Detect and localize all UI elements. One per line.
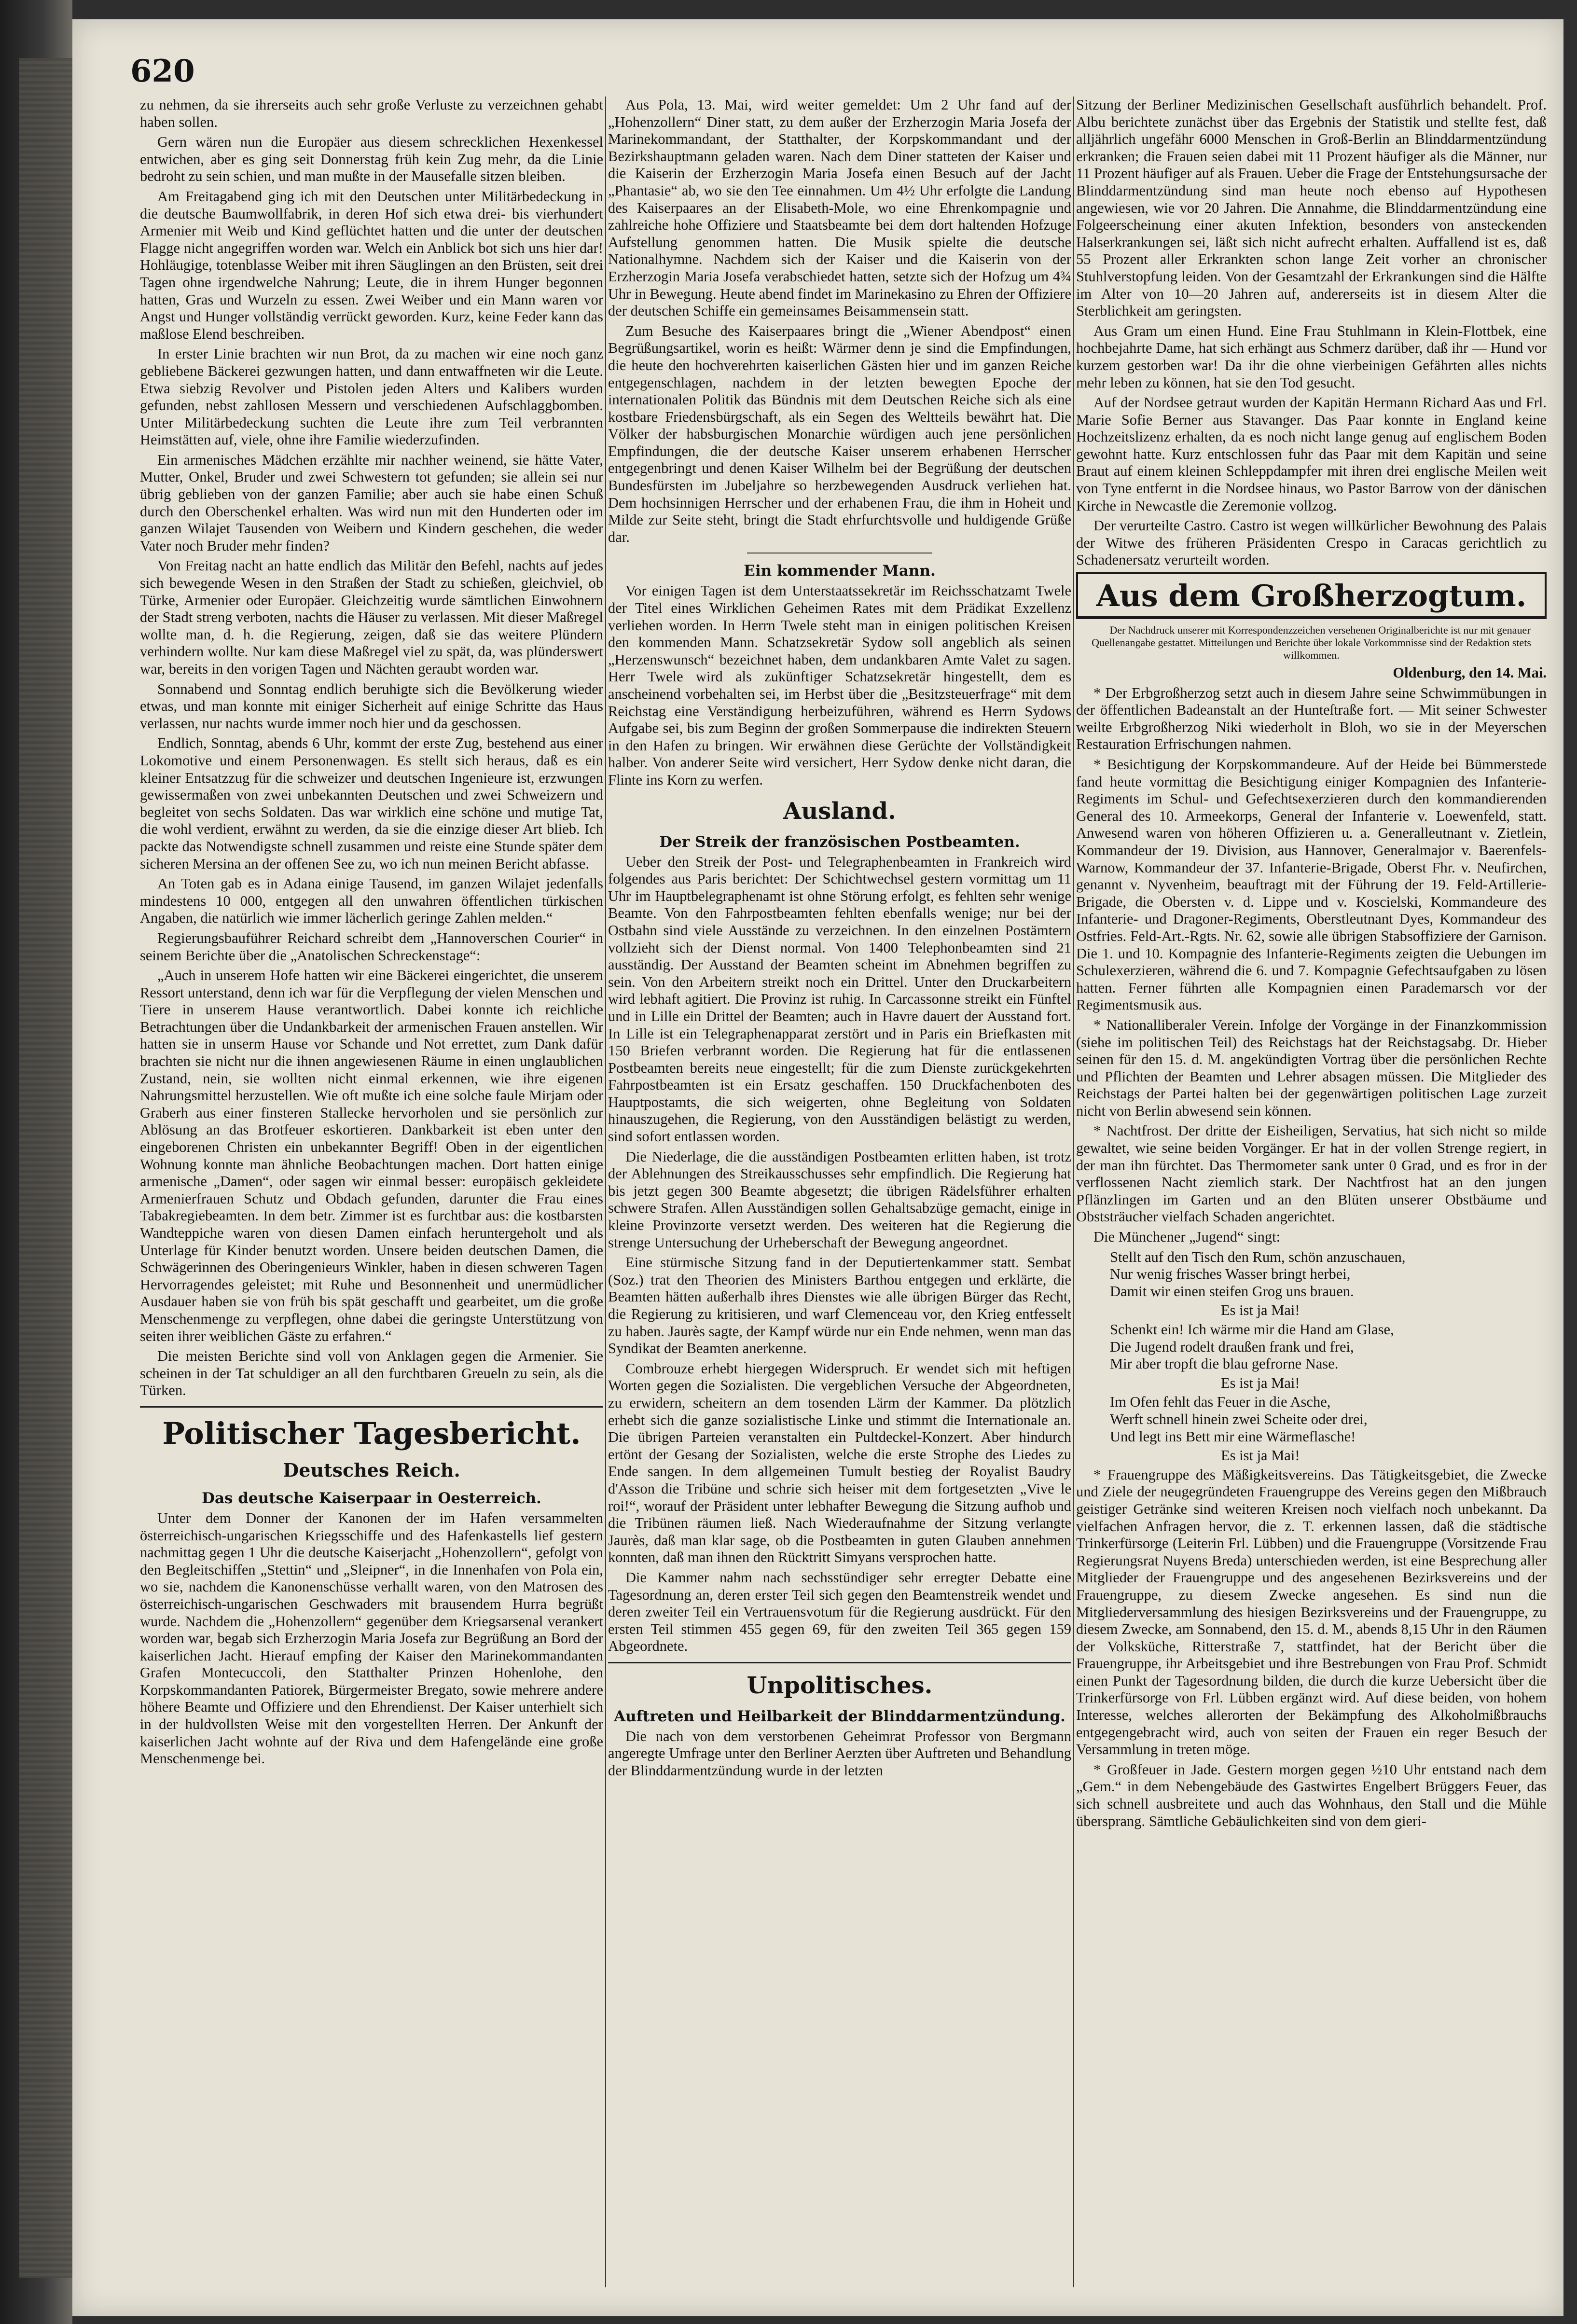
paragraph: Am Freitagabend ging ich mit den Deutschen unter Militärbedeckung in die deutsche Baumwollfabrik, in deren Hof sich etwa drei- bis vierhundert Armenier mit Weib und Kind geflüchtet hatten und die unter der deutschen Flagge nicht angegriffen worden war. Welch ein Anblick bot sich uns hier dar! Hohläugige, totenblasse Weiber mit ihren Säuglingen an den Brüsten, seit drei Tagen ohne irgendwelche Nahrung; Leute, die in ihrem Hunger begonnen hatten, Gras und Wurzeln zu essen. Zwei Weiber und ein Mann waren vor Angst und Hunger vollständig verrückt geworden. Kurz, keine Feder kann das maßlose Elend beschreiben. bbox=[140, 188, 603, 342]
poem-refrain: Es ist ja Mai! bbox=[1221, 1374, 1300, 1391]
newspaper-page bbox=[72, 19, 1563, 2316]
page-number: 620 bbox=[130, 53, 195, 89]
poem-stanza: Im Ofen fehlt das Feuer in die Asche, Werft schnell hinein zwei Scheite oder drei, Und legt ins Bett mir eine Wärmeflasche! bbox=[1110, 1394, 1368, 1445]
poem-stanza: Schenkt ein! Ich wärme mir die Hand am Glase, Die Jugend rodelt draußen frank und frei, Mir aber tropft die blau gefrorne Nase. bbox=[1110, 1321, 1394, 1372]
paragraph: Von Freitag nacht an hatte endlich das Militär den Befehl, nachts auf jedes sich bewegende Wesen in den Straßen der Stadt zu schießen, gleichviel, ob Türke, Armenier oder Europäer. Gleichzeitig wurde sämtlichen Einwohnern der Stadt streng verboten, nachts die Häuser zu verlassen. Mit dieser Maßregel wollte man, d. h. die Regierung, zeigen, daß sie das weitere Plündern verhindern wollte. Nur kam diese Maßregel viel zu spät, da, was plünderswert war, bereits in den vorigen Tagen und Nächten geraubt worden war. bbox=[140, 557, 603, 677]
paragraph: Endlich, Sonntag, abends 6 Uhr, kommt der erste Zug, bestehend aus einer Lokomotive und einem Personenwagen. Es stellt sich heraus, daß es ein kleiner Entsatzzug für die schweizer und deutschen Ingenieure ist, erzwungen gewissermaßen von zwei unbekannten Deutschen und zwei Schweizern und begleitet von sechs Soldaten. Das war wirklich eine schöne und mutige Tat, die wohl verdient, erwähnt zu werden, da sie die einzige dieser Art blieb. Ich packte das Notwendigste schnell zusammen und reiste eine Stunde später dem sicheren Mersina an der offenen See zu, wo ich nun meinen Bericht abfasse. bbox=[140, 735, 603, 872]
section-divider bbox=[608, 1662, 1071, 1663]
item-title: Ein kommender Mann. bbox=[744, 562, 936, 580]
paragraph: Ueber den Streik der Post- und Telegraphenbeamten in Frankreich wird folgendes aus Paris berichtet: Der Schichtwechsel gestern vormittag um 11 Uhr im Hauptbelegraphenamt ist ohne Störung erfolgt, es fehlten sehr wenige Beamte. Von den Fahrpostbeamten fehlten ebenfalls wenige; nur bei der Ostbahn sind viele Ausstände zu verzeichnen. In den einzelnen Postämtern vollzieht sich der Dienst normal. Von 1400 Telephonbeamten sind 21 ausständig. Der Ausstand der Beamten scheint im Abnehmen begriffen zu sein. Von den Arbeitern streikt noch ein Drittel. Unter den Druckarbeitern wird lebhaft agitiert. Die Provinz ist ruhig. In Carcassonne streikt ein Fünftel und in Lille ein Drittel der Beamten; auch in Havre dauert der Ausstand fort. In Lille ist ein Telegraphenapparat zerstört und in Paris ein Briefkasten mit 150 Briefen verbrannt worden. Die Regierung hat für die entlassenen Postbeamten bereits neue eingestellt; für die zum Dienste zurückgekehrten Fahrpostbeamten ist ein Ersatz geschaffen. 150 Druckfachenboten des Hauptpostamts, die sich weigerten, ohne Begleitung von Soldaten hinauszugehen, die Regierung, von den Ausständigen belästigt zu werden, sind sofort entlassen worden. bbox=[608, 853, 1071, 1145]
section-title-unpolitisches: Unpolitisches. bbox=[747, 1672, 933, 1699]
paragraph: Unter dem Donner der Kanonen der im Hafen versammelten österreichisch-ungarischen Kriegsschiffe und des Hafenkastells lief gestern nachmittag gegen 1 Uhr die deutsche Kaiserjacht „Hohenzollern“, gefolgt von den Begleitschiffen „Stettin“ und „Sleipner“, in die Innenhafen von Pola ein, wo sie, nachdem die Kanonenschüsse verhallt waren, von den Matrosen des österreichisch-ungarischen Geschwaders mit brausendem Hurra begrüßt wurde. Nachdem die „Hohenzollern“ gegenüber dem Kriegsarsenal verankert worden war, begab sich Erzherzogin Maria Josefa zur Begrüßung an Bord der kaiserlichen Jacht. Hierauf empfing der Kaiser den Marinekommandanten Grafen Montecuccoli, den Statthalter Prinzen Hohenlohe, den Korpskommandanten Patiorek, Bürgermeister Bregato, sowie mehrere andere höhere Beamte und Offiziere und den Ehrendienst. Der Kaiser unterhielt sich in der huldvollsten Weise mit den vorgestellten Herren. Der Ankunft der kaiserlichen Jacht wohnte auf der Riva und dem Hafengelände eine große Menschenmenge bei. bbox=[140, 1509, 603, 1767]
paragraph: Combrouze erhebt hiergegen Widerspruch. Er wendet sich mit heftigen Worten gegen die Sozialisten. Die vergeblichen Versuche der Abgeordneten, zu erwidern, scheitern an dem tosenden Lärm der Kammer. Da plötzlich erhebt sich die ganze sozialistische Linke und stimmt die Internationale an. Die übrigen Parteien veranstalten ein Pultdeckel-Konzert. Aber hindurch ertönt der Gesang der Sozialisten, welche die erste Strophe des Liedes zu Ende sangen. In dem allgemeinen Tumult bestieg der Royalist Baudry d'Asson die Tribüne und schrie sich heiser mit dem fortgesetzten „Vive le roi!“, worauf der Präsident unter lebhafter Bewegung die Sitzung aufhob und die Tribünen räumen ließ. Nach Wiederaufnahme der Sitzung verlangte Jaurès, daß man klar sage, ob die Postbeamten in guten Glauben annehmen konnten, daß man ihnen den Rücktritt Simyans versprochen hatte. bbox=[608, 1360, 1071, 1566]
paragraph: Ein armenisches Mädchen erzählte mir nachher weinend, sie hätte Vater, Mutter, Onkel, Bruder und zwei Schwestern tot gefunden; sie allein sei nur übrig geblieben von der ganzen Familie; aber auch sie habe einen Schuß durch den Oberschenkel erhalten. Was wird nun mit den Hunderten oder im ganzen Wilajet Tausenden von Weibern und Kindern geschehen, die weder Vater noch Bruder mehr finden? bbox=[140, 451, 603, 554]
paragraph: Aus Gram um einen Hund. Eine Frau Stuhlmann in Klein-Flottbek, eine hochbejahrte Dame, hat sich erhängt aus Schmerz darüber, daß ihr — Hund vor kurzem gestorben war! Da ihr die ohne vierbeinigen Gefährten alles nichts mehr leben zu können, hat sie den Tod gesucht. bbox=[1076, 322, 1547, 391]
paragraph: Gern wären nun die Europäer aus diesem schrecklichen Hexenkessel entwichen, aber es ging seit Donnerstag früh kein Zug mehr, da die Linie bedroht zu sein schien, und man mußte in der Mausefalle sitzen bleiben. bbox=[140, 134, 603, 185]
paragraph: An Toten gab es in Adana einige Tausend, im ganzen Wilajet jedenfalls mindestens 10 000, entgegen all den unwahren öffentlichen türkischen Angaben, die natürlich wie immer lächerlich geringe Zahlen melden.“ bbox=[140, 875, 603, 927]
subsection-title-ausland: Ausland. bbox=[783, 797, 896, 825]
paragraph: Sonnabend und Sonntag endlich beruhigte sich die Bevölkerung wieder etwas, und man konnte mit einiger Sicherheit auf einige Schritte das Haus verlassen, nur nachts wurde immer noch hier und da geschossen. bbox=[140, 680, 603, 732]
paragraph: Die nach von dem verstorbenen Geheimrat Professor von Bergmann angeregte Umfrage unter den Berliner Aerzten über Auftreten und Behandlung der Blinddarmentzündung wurde in der letzten bbox=[608, 1728, 1071, 1779]
poem-stanza: Stellt auf den Tisch den Rum, schön anzuschauen, Nur wenig frisches Wasser bringt herbei, Damit wir einen steifen Grog uns brauen. bbox=[1110, 1248, 1406, 1300]
paragraph: * Nachtfrost. Der dritte der Eisheiligen, Servatius, hat sich nicht so milde gewaltet, wie seine beiden Vorgänger. Er hat in der vollen Strenge regiert, in der man ihn fürchtet. Das Thermometer sank unter 0 Grad, und es fror in der verflossenen Nacht ziemlich stark. Der Nachtfrost hat an den jungen Pflänzlingen im Garten und an den Blüten unserer Obstbäume und Obststräucher vielfach Schaden angerichtet. bbox=[1076, 1122, 1547, 1225]
column-2 bbox=[608, 97, 1071, 2287]
section-divider bbox=[140, 1406, 603, 1408]
item-title: Auftreten und Heilbarkeit der Blinddarmentzündung. bbox=[614, 1707, 1065, 1725]
paragraph: Sitzung der Berliner Medizinischen Gesellschaft ausführlich behandelt. Prof. Albu berichtete zunächst über das Ergebnis der Statistik und stellte fest, daß alljährlich ungefähr 6000 Menschen in Groß-Berlin an Blinddarmentzündung erkranken; die Frauen seien dabei mit 11 Prozent häufiger als die Männer, nur 11 Prozent häufiger auf als Frauen. Ueber die Frage der Entstehungsursache der Blinddarmentzündung sind man heute noch ebenso auf Hypothesen angewiesen, wie vor 20 Jahren. Die Annahme, die Blinddarmentzündung eine Folgeerscheinung einer akuten Infektion, besonders von ansteckenden Halserkrankungen sei, läßt sich nicht aufrecht erhalten. Auffallend ist es, daß 55 Prozent aller Erkrankten schon lange Zeit vorher an chronischer Stuhlverstopfung leiden. Von der Gesamtzahl der Erkrankungen sind die Hälfte im Alter von 10—20 Jahren auf, andererseits ist in diesem Alter die Sterblichkeit am geringsten. bbox=[1076, 97, 1547, 319]
book-binding bbox=[19, 58, 77, 2278]
paragraph: Der verurteilte Castro. Castro ist wegen willkürlicher Bewohnung des Palais der Witwe des früheren Präsidenten Crespo in Caracas gerichtlich zu Schadenersatz verurteilt worden. bbox=[1076, 517, 1547, 568]
column-rule bbox=[1073, 97, 1074, 2287]
paragraph: Aus Pola, 13. Mai, wird weiter gemeldet: Um 2 Uhr fand auf der „Hohenzollern“ Diner statt, zu dem außer der Erzherzogin Maria Josefa der Marinekommandant, der Statthalter, der Korpskommandant und der Bezirkshauptmann geladen waren. Nach dem Diner statteten der Kaiser und die Kaiserin der Erzherzogin Maria Josefa einen Besuch auf der Jacht „Phantasie“ ab, wo sie den Tee einnahmen. Um 4½ Uhr erfolgte die Landung des Kaiserpaares an der Elisabeth-Mole, wo eine Ehrenkompagnie und zahlreiche hohe Offiziere und Staatsbeamte bei dem dort haltenden Hofzuge Aufstellung genommen hatten. Die Musik spielte die deutsche Nationalhymne. Nachdem sich der Kaiser und die Kaiserin von der Erzherzogin Maria Josefa verabschiedet hatten, setzte sich der Hofzug um 4¾ Uhr in Bewegung. Heute abend findet im Marinekasino zu Ehren der Offiziere der deutschen Schiffe ein gemeinsames Beisammensein statt. bbox=[608, 97, 1071, 319]
paragraph: Die Niederlage, die die ausständigen Postbeamten erlitten haben, ist trotz der Ablehnungen des Streikausschusses sehr empfindlich. Die Regierung hat bis jetzt gegen 300 Beamte abgesetzt; die übrigen Rädelsführer erhalten schwere Strafen. Allen Ausständigen sollen Gehaltsabzüge gemacht, einige in kleine Provinzorte versetzt werden. Des weiteren hat die Regierung die strenge Untersuchung der Urheberschaft der Bewegung angeordnet. bbox=[608, 1148, 1071, 1251]
paragraph: Eine stürmische Sitzung fand in der Deputiertenkammer statt. Sembat (Soz.) trat den Theorien des Ministers Barthou entgegen und erklärte, die Beamten hätten außerhalb ihres Dienstes wie alle übrigen Bürger das Recht, die Regierung zu kritisieren, und warf Clemenceau vor, den Krieg entfesselt zu haben. Jaurès sagte, der Kampf würde nur ein Ende nehmen, wenn man das Syndikat der Beamten anerkenne. bbox=[608, 1254, 1071, 1357]
paragraph: In erster Linie brachten wir nun Brot, da zu machen wir eine noch ganz gebliebene Bäckerei gezwungen hatten, und dann entwaffneten wir die Leute. Etwa siebzig Revolver und Pistolen jeden Alters und Kalibers wurden gefunden, nebst zahllosen Messern und verschiedenen Aufschlaggbomben. Unter Militärbedeckung suchten die Leute ihre zum Teil verbrannten Heimstätten auf, viele, ohne ihre Familie wiederzufinden. bbox=[140, 346, 603, 448]
column-1 bbox=[140, 97, 603, 2287]
paragraph: Regierungsbauführer Reichard schreibt dem „Hannoverschen Courier“ in seinem Berichte über die „Anatolischen Schreckenstage“: bbox=[140, 929, 603, 964]
item-title: Der Streik der französischen Postbeamten. bbox=[659, 833, 1020, 851]
paragraph: Vor einigen Tagen ist dem Unterstaatssekretär im Reichsschatzamt Twele der Titel eines Wirklichen Geheimen Rates mit dem Prädikat Exzellenz verliehen worden. In Herrn Twele steht man in einigen politischen Kreisen den kommenden Mann. Schatzsekretär Sydow soll angeblich als seinen „Herzenswunsch“ bezeichnet haben, dem undankbaren Amte Valet zu sagen. Herr Twele wird als zukünftiger Schatzsekretär hingestellt, dem es anscheinend vorbehalten sei, im Herbst über die „Besitzsteuerfrage“ mit dem Reichstag eine Verständigung herbeizuführen, während es Herrn Sydows Aufgabe sei, bis zum Beginn der großen Sommerpause die indirekten Steuern in den Hafen zu bringen. Wir erwähnen diese Gerüchte der Vollständigkeit halber. Von anderer Seite wird versichert, Herr Sydow denke nicht daran, die Flinte ins Korn zu werfen. bbox=[608, 582, 1071, 788]
item-title: Das deutsche Kaiserpaar in Oesterreich. bbox=[202, 1489, 541, 1507]
paragraph: * Besichtigung der Korpskommandeure. Auf der Heide bei Bümmerstede fand heute vormittag die Besichtigung einiger Kompagnien des Infanterie-Regiments im Schul- und Gefechtsexerzieren durch den kommandierenden General des 10. Armeekorps, General der Infanterie v. Loewenfeld, statt. Anwesend waren von höheren Offizieren u. a. Generalleutnant v. Zietlein, Kommandeur der 19. Division, aus Hannover, Generalmajor v. Baerenfels-Warnow, Kommandeur der 37. Infanterie-Brigade, Oberst Fhr. v. Neufirchen, genannt v. Nyvenheim, beauftragt mit der Führung der 19. Feld-Artillerie-Brigade, die Obersten v. d. Lippe und v. Koscielski, Kommandeure des Infanterie- und Dragoner-Regiments, Oberstleutnant Dyes, Kommandeur des Ostfries. Feld-Art.-Rgts. Nr. 62, sowie alle übrigen Stabsoffiziere der Garnison. Die 1. und 10. Kompagnie des Infanterie-Regiments zeigten die Uebungen im Schulexerzieren, während die 6. und 7. Kompagnie Gefechtsaufgaben zu lösen hatten. Ferner führten alle Kompagnien einen Parademarsch vor der Regimentsmusik aus. bbox=[1076, 756, 1547, 1013]
paragraph: * Der Erbgroßherzog setzt auch in diesem Jahre seine Schwimmübungen in der öffentlichen Badeanstalt an der Hunteſtraße fort. — Mit seiner Schwester weilte Erbgroßherzog Niki wiederholt in Bloh, wo sie in der Meyerschen Restauration Erfrischungen nahmen. bbox=[1076, 684, 1547, 753]
column-rule bbox=[605, 97, 606, 2287]
paragraph: Die Kammer nahm nach sechsstündiger sehr erregter Debatte eine Tagesordnung an, deren erster Teil sich gegen den Beamtenstreik wendet und deren zweiter Teil ein Vertrauensvotum für die Regierung ausdrückt. Für den ersten Teil stimmen 455 gegen 69, für den zweiten Teil 365 gegen 159 Abgeordnete. bbox=[608, 1569, 1071, 1655]
paragraph: * Großfeuer in Jade. Gestern morgen gegen ½10 Uhr entstand nach dem „Gem.“ in dem Nebengebäude des Gastwirtes Engelbert Brüggers Feuer, das sich schnell ausbreitete und auch das Wohnhaus, den Stall und die Mühle übersprang. Sämtliche Gebäulichkeiten sind von dem gieri- bbox=[1076, 1761, 1547, 1829]
dateline: Oldenburg, den 14. Mai. bbox=[1393, 664, 1547, 681]
section-title-politics: Politischer Tagesbericht. bbox=[162, 1415, 581, 1451]
subsection-title-reich: Deutsches Reich. bbox=[283, 1459, 460, 1481]
poem-refrain: Es ist ja Mai! bbox=[1221, 1447, 1300, 1464]
paragraph: Zum Besuche des Kaiserpaares bringt die „Wiener Abendpost“ einen Begrüßungsartikel, worin es heißt: Wärmer denn je sind die Empfindungen, die heute den hochverehrten kaiserlichen Gästen hier und im ganzen Reiche entgegenschlagen, nachdem in der letzten bewegten Epoche der internationalen Politik das Bündnis mit dem Deutschen Reiche sich als eine kostbare Friedensbürgschaft, als ein Segen des Weltteils bewährt hat. Die Völker der habsburgischen Monarchie würdigen auch jene persönlichen Empfindungen, die der deutsche Kaiser unserem erhabenen Herrscher entgegenbringt und denen Kaiser Wilhelm bei der Begrüßung der deutschen Bundesfürsten im Jubeljahre so herzbewegenden Ausdruck verliehen hat. Dem hochsinnigen Herrscher und der erhabenen Frau, die ihm in Hoheit und Milde zur Seite steht, bringt die Stadt ehrfurchtsvolle und huldigende Grüße dar. bbox=[608, 322, 1071, 545]
section-title-grossherzogtum: Aus dem Großherzogtum. bbox=[1096, 578, 1527, 614]
paragraph: Die Münchener „Jugend“ singt: bbox=[1093, 1229, 1281, 1245]
poem-refrain: Es ist ja Mai! bbox=[1221, 1302, 1300, 1319]
paragraph: Die meisten Berichte sind voll von Anklagen gegen die Armenier. Sie scheinen in der Tat schuldiger an all den furchtbaren Greueln zu sein, als die Türken. bbox=[140, 1348, 603, 1399]
paragraph: * Nationalliberaler Verein. Infolge der Vorgänge in der Finanzkommission (siehe im politischen Teil) des Reichstags hat der Reichstagsabg. Dr. Hieber seinen für den 15. d. M. angekündigten Vortrag über die persönlichen Rechte und Pflichten der Beamten und Lehrer absagen müssen. Die Mitglieder des Reichstags der Partei halten bei der gegenwärtigen politischen Lage zurzeit nicht von Berlin abwesend sein können. bbox=[1076, 1016, 1547, 1119]
paragraph: „Auch in unserem Hofe hatten wir eine Bäckerei eingerichtet, die unserem Ressort unterstand, denn ich war für die Verpflegung der vielen Menschen und Tiere in unserem Hause verantwortlich. Dabei konnte ich reichliche Betrachtungen über die Undankbarkeit der armenischen Frauen anstellen. Wir hatten sie in unserm Hause vor Schande und Not errettet, zum Dank dafür brachten sie nicht nur die ihnen angewiesenen Räume in einen unglaublichen Zustand, nein, sie wollten nicht einmal erkennen, wie ihre eigenen Nahrungsmittel herzustellen. Wie oft mußte ich eine solche faule Mirjam oder Graberh aus einer finsteren Stallecke hervorholen und sie persönlich zur Ablösung an das Brotfeuer eskortieren. Dankbarkeit ist eben unter den eingeborenen Christen ein unbekannter Begriff! Oben in der eigentlichen Wohnung konnte man ähnliche Beobachtungen machen. Dort hatten einige armenische „Damen“, oder sagen wir einmal besser: europäisch gekleidete Armenierfrauen Schutz und Obdach gefunden, darunter die Frau eines Tabakregiebeamten. In dem betr. Zimmer ist es furchtbar aus: die kostbarsten Wandteppiche waren von diesen Damen einfach heruntergeholt und als Unterlage für Kinder benutzt worden. Unsere beiden deutschen Damen, die Schwägerinnen des Oberingenieurs Winkler, haben in diesen schweren Tagen Hervorragendes geleistet; mit Ruhe und Besonnenheit und unermüdlicher Ausdauer haben sie von früh bis spät geschafft und gearbeitet, um die große Menschenmenge zu verpflegen, ohne dabei die geringste Unterstützung von seiten ihrer weiblichen Gäste zu erfahren.“ bbox=[140, 967, 603, 1344]
section-header-box bbox=[1076, 572, 1547, 619]
paragraph: * Frauengruppe des Mäßigkeitsvereins. Das Tätigkeitsgebiet, die Zwecke und Ziele der neugegründeten Frauengruppe des Vereins gegen den Mißbrauch geistiger Getränke sind weiteren Kreisen noch vielfach noch unbekannt. Da vielfachen Anfragen hervor, die z. T. erkennen lassen, daß die städtische Trinkerfürsorge (Leiterin Frl. Lübben) und die Frauengruppe (Vorsitzende Frau Regierungsrat Nuyens Breda) unterschieden werden, ist eine Besprechung aller Mitglieder der Frauengruppe und des angesehenen Bezirksvereins und der Frauengruppe, zu diesem Zwecke angesehen. Es sind nun die Mitgliederversammlung des hiesigen Bezirksvereins und der Frauengruppe, zu diesem Zwecke, am Sonnabend, den 15. d. M., abends 8,15 Uhr in den Räumen der Volksküche, Ritterstraße 7, stattfindet, hat der Bericht über die Frauengruppe, ihr Arbeitsgebiet und ihre Bestrebungen von Frau Prof. Schmidt einen Punkt der Tagesordnung bilden, die durch die kurze Uebersicht über die Trinkerfürsorge von Frl. Lübben ergänzt wird. Auf diese beiden, von hohem Interesse, welches allerorten der Bekämpfung des Alkoholmißbrauchs entgegengebracht wird, auch von seiten der Frauen ein reger Besuch der Versammlung in treten möge. bbox=[1076, 1466, 1547, 1758]
column-3 bbox=[1076, 97, 1547, 2287]
paragraph: zu nehmen, da sie ihrerseits auch sehr große Verluste zu verzeichnen gehabt haben sollen. bbox=[140, 97, 603, 130]
reprint-notice: Der Nachdruck unserer mit Korrespondenzzeichen versehenen Originalberichte ist nur mit genauer Quellenangabe gestattet. Mitteilungen und Berichte über lokale Vorkommnisse sind der Redaktion stets willkommen. bbox=[1092, 624, 1531, 662]
paragraph: Auf der Nordsee getraut wurden der Kapitän Hermann Richard Aas und Frl. Marie Sofie Berner aus Stavanger. Das Paar konnte in England keine Hochzeitslizenz erhalten, da es noch nicht lange genug auf englischem Boden gewohnt hatte. Kurz entschlossen fuhr das Paar mit dem Kapitän und seine Braut auf einem kleinen Schleppdampfer mit ihren drei englische Meilen weit von Tyne entfernt in die Nordsee hinaus, wo Pastor Barrow von der dänischen Kirche in Newcastle die Zeremonie vollzog. bbox=[1076, 394, 1547, 514]
